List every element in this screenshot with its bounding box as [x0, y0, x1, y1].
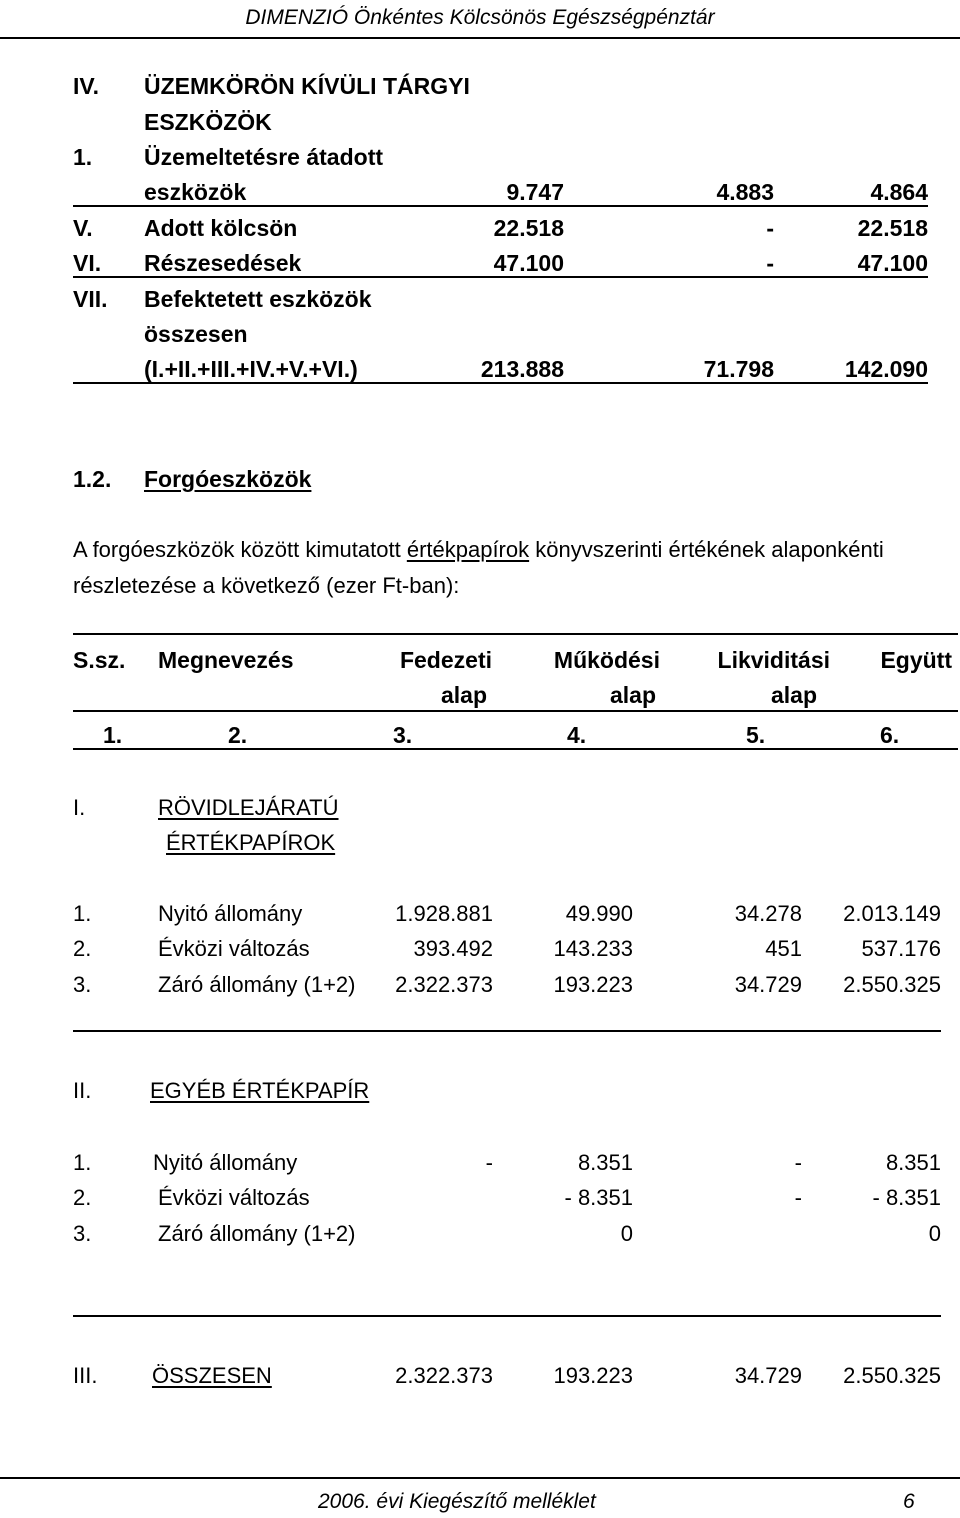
col-number-rule — [73, 748, 958, 750]
egyutt-cell: 537.176 — [861, 936, 941, 961]
fedezeti-cell: 2.322.373 — [395, 972, 493, 997]
col-header-fedezeti: Fedezeti — [399, 647, 492, 673]
col-header-egyutt: Együtt — [880, 647, 952, 673]
row-rule — [73, 382, 928, 384]
row-number: 2. — [73, 1185, 92, 1210]
value-cell: - — [766, 250, 774, 276]
value-cell: 22.518 — [493, 215, 564, 241]
row-num: V. — [73, 215, 93, 241]
mukodesi-cell: 8.351 — [577, 1150, 633, 1175]
egyutt-cell: 8.351 — [885, 1150, 941, 1175]
row-label: Befektetett eszközök — [144, 286, 372, 312]
col-header-ssz: S.sz. — [73, 647, 126, 673]
value-cell: 9.747 — [506, 179, 564, 205]
intro-line-1 — [73, 537, 884, 563]
row-number: 1. — [73, 901, 92, 926]
likviditasi-cell: - — [794, 1150, 802, 1175]
row-number: 1. — [73, 1150, 92, 1175]
group-title: ÉRTÉKPAPÍROK — [166, 830, 336, 855]
col-number: 6. — [880, 722, 900, 748]
likviditasi-cell: 34.278 — [734, 901, 802, 926]
col-header-mukodesi: Működési — [553, 647, 660, 673]
value-cell: 22.518 — [857, 215, 928, 241]
page-number: 6 — [903, 1490, 915, 1513]
mukodesi-cell: - 8.351 — [564, 1185, 633, 1210]
col-number: 3. — [393, 722, 413, 748]
col-header-likviditasi: Likviditási — [717, 647, 830, 673]
col-number: 2. — [228, 722, 248, 748]
fedezeti-cell: - — [485, 1150, 493, 1175]
page-header: DIMENZIÓ Önkéntes Kölcsönös Egészségpénztár — [245, 6, 715, 29]
row-label: eszközök — [144, 179, 247, 205]
mukodesi-cell: 49.990 — [565, 901, 633, 926]
row-num: VII. — [73, 286, 108, 312]
col-header-fedezeti-2: alap — [440, 682, 487, 708]
row-rule — [73, 205, 928, 207]
table-top-rule — [73, 633, 958, 635]
total-label: ÖSSZESEN — [152, 1363, 272, 1388]
footer-title: 2006. évi Kiegészítő melléklet — [318, 1490, 596, 1513]
col-number: 5. — [746, 722, 766, 748]
egyutt-cell: - 8.351 — [872, 1185, 941, 1210]
value-cell: 47.100 — [857, 250, 928, 276]
col-number: 4. — [567, 722, 587, 748]
row-number: 3. — [73, 972, 92, 997]
value-cell: - — [766, 215, 774, 241]
fedezeti-cell: 393.492 — [413, 936, 493, 961]
likviditasi-cell: 451 — [765, 936, 802, 961]
group-title: RÖVIDLEJÁRATÚ — [158, 795, 339, 820]
header-rule — [0, 37, 960, 39]
value-cell: 71.798 — [703, 356, 774, 382]
col-header-name: Megnevezés — [158, 647, 294, 673]
intro-text: könyvszerinti értékének alaponkénti — [529, 537, 884, 562]
row-name: Évközi változás — [158, 1185, 310, 1210]
footer-rule — [0, 1477, 960, 1479]
row-name: Záró állomány (1+2) — [158, 1221, 356, 1246]
row-num: 1. — [73, 144, 93, 170]
mukodesi-cell: 143.233 — [553, 936, 633, 961]
mukodesi-cell: 193.223 — [553, 1363, 633, 1388]
group-separator — [73, 1315, 941, 1317]
value-cell: 47.100 — [493, 250, 564, 276]
row-label: ESZKÖZÖK — [144, 109, 272, 135]
group-title: EGYÉB ÉRTÉKPAPÍR — [150, 1078, 370, 1103]
likviditasi-cell: 34.729 — [734, 1363, 802, 1388]
row-name: Nyitó állomány — [158, 901, 303, 926]
row-label: (I.+II.+III.+IV.+V.+VI.) — [144, 356, 358, 382]
row-name: Záró állomány (1+2) — [158, 972, 356, 997]
row-num: IV. — [73, 73, 100, 99]
col-header-mukodesi-2: alap — [609, 682, 656, 708]
value-cell: 4.864 — [870, 179, 928, 205]
row-number: 2. — [73, 936, 92, 961]
likviditasi-cell: - — [794, 1185, 802, 1210]
header-rule — [73, 710, 958, 712]
col-number: 1. — [103, 722, 123, 748]
value-cell: 213.888 — [480, 356, 564, 382]
col-header-likviditasi-2: alap — [770, 682, 817, 708]
egyutt-cell: 2.550.325 — [843, 972, 941, 997]
egyutt-cell: 0 — [928, 1221, 941, 1246]
fedezeti-cell: 2.322.373 — [395, 1363, 493, 1388]
row-label: Adott kölcsön — [144, 215, 298, 241]
row-label: összesen — [144, 321, 248, 347]
row-number: 3. — [73, 1221, 92, 1246]
intro-text: A forgóeszközök között kimutatott — [73, 537, 407, 562]
row-rule — [73, 276, 928, 278]
row-num: VI. — [73, 250, 102, 276]
egyutt-cell: 2.550.325 — [843, 1363, 941, 1388]
egyutt-cell: 2.013.149 — [843, 901, 941, 926]
value-cell: 4.883 — [716, 179, 774, 205]
row-label: ÜZEMKÖRÖN KÍVÜLI TÁRGYI — [144, 73, 470, 99]
value-cell: 142.090 — [844, 356, 928, 382]
total-number: III. — [73, 1363, 98, 1388]
group-number: II. — [73, 1078, 92, 1103]
fedezeti-cell: 1.928.881 — [395, 901, 493, 926]
group-separator — [73, 1030, 941, 1032]
section-number: 1.2. — [73, 466, 112, 492]
row-label: Üzemeltetésre átadott — [144, 144, 384, 170]
row-name: Nyitó állomány — [153, 1150, 298, 1175]
intro-line-2: részletezése a következő (ezer Ft-ban): — [73, 573, 460, 598]
mukodesi-cell: 193.223 — [553, 972, 633, 997]
section-title: Forgóeszközök — [144, 466, 312, 492]
row-name: Évközi változás — [158, 936, 310, 961]
group-number: I. — [73, 795, 86, 820]
row-label: Részesedések — [144, 250, 302, 276]
mukodesi-cell: 0 — [620, 1221, 633, 1246]
likviditasi-cell: 34.729 — [734, 972, 802, 997]
intro-link: értékpapírok — [406, 537, 530, 562]
